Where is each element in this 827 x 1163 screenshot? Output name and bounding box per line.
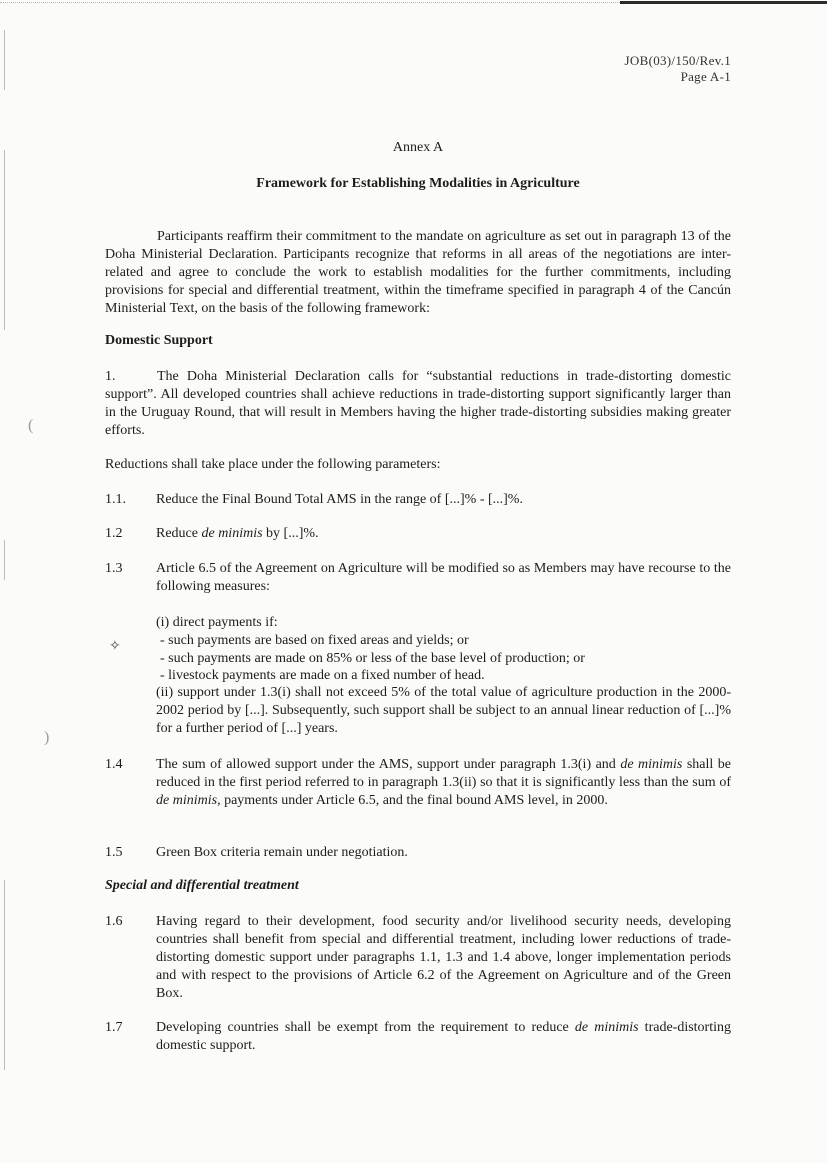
italic-term: de minimis — [574, 1020, 639, 1035]
paragraph-number: 1.2 — [105, 526, 123, 541]
parameters-intro: Reductions shall take place under the following parameters: — [105, 457, 441, 472]
italic-term: de minimis — [201, 526, 263, 541]
text-run: Reduce — [156, 526, 202, 541]
paragraph-1-3: Article 6.5 of the Agreement on Agriculture will be modified so as Members may have recourse to the following measures: — [156, 561, 731, 594]
paragraph-1 — [105, 368, 731, 440]
measure-i-item: - such payments are made on 85% or less of the base level of production; or — [160, 651, 585, 666]
paragraph-1-2 — [156, 525, 731, 543]
paragraph-1-1: Reduce the Final Bound Total AMS in the range of [...]% - [...]%. — [156, 492, 523, 507]
paragraph-1-5: Green Box criteria remain under negotiation. — [156, 845, 408, 860]
document-reference — [625, 53, 731, 85]
paragraph-number: 1. — [105, 369, 116, 384]
italic-term: de minimis — [620, 757, 683, 772]
text-run: The sum of allowed support under the AMS, support under paragraph 1.3(i) and — [156, 757, 621, 772]
paragraph-number: 1.5 — [105, 845, 123, 860]
text-run: by [...]%. — [262, 526, 319, 541]
intro-paragraph: Participants reaffirm their commitment to the mandate on agriculture as set out in paragraph 13 of the Doha Ministerial Declaration. Participants recognize that reforms in all areas of the negotiations are inter-related and agree to conclude the work to establish modalities for the further commitments, including provisions for special and differential treatment, within the timeframe specified in paragraph 4 of the Cancún Ministerial Text, on the basis of the following framework: — [105, 229, 731, 316]
section-heading-special-differential: Special and differential treatment — [105, 878, 299, 893]
paragraph-number: 1.7 — [105, 1020, 123, 1035]
italic-term: de minimis — [156, 793, 218, 808]
paragraph-1-text: The Doha Ministerial Declaration calls for “substantial reductions in trade-distorting domestic support”. All developed countries shall achieve reductions in trade-distorting support significantly larger than in the Uruguay Round, that will result in Members having the higher trade-distorting subsidies making greater efforts. — [105, 369, 731, 438]
paragraph-number: 1.3 — [105, 561, 123, 576]
section-heading-domestic-support: Domestic Support — [105, 333, 213, 348]
document-title: Framework for Establishing Modalities in Agriculture — [256, 176, 580, 191]
text-run: Developing countries shall be exempt from the requirement to reduce — [156, 1020, 575, 1035]
scan-top-edge — [0, 0, 827, 4]
measure-i-item: - such payments are based on fixed areas and yields; or — [160, 633, 469, 648]
paragraph-1-7 — [156, 1019, 731, 1055]
ink-smudge: ✧ — [109, 639, 121, 654]
page-number: Page A-1 — [680, 69, 731, 84]
paragraph-number: 1.6 — [105, 914, 123, 929]
measure-i-item: - livestock payments are made on a fixed number of head. — [160, 668, 485, 683]
paragraph-1-6: Having regard to their development, food security and/or livelihood security needs, developing countries shall benefit from special and differential treatment, including lower reductions of trade-distorting domestic support under paragraphs 1.1, 1.3 and 1.4 above, longer implementation periods and with respect to the provisions of Article 6.2 of the Agreement on Agriculture and of the Green Box. — [156, 914, 731, 1001]
paragraph-number: 1.1. — [105, 492, 126, 507]
annex-label: Annex A — [392, 140, 444, 155]
text-run: trade-distorting domestic support. — [156, 1020, 731, 1053]
paragraph-1-4 — [156, 756, 731, 810]
text-run: , payments under Article 6.5, and the final bound AMS level, in 2000. — [217, 793, 608, 808]
text-run: shall be reduced in the first period referred to in paragraph 1.3(ii) so that it is significantly less than the sum of — [156, 757, 731, 790]
paragraph-number: 1.4 — [105, 757, 123, 772]
doc-symbol: JOB(03)/150/Rev.1 — [624, 53, 731, 68]
measure-ii: (ii) support under 1.3(i) shall not exceed 5% of the total value of agriculture production in the 2000-2002 period by [...]. Subsequently, such support shall be subject to an annual linear reduction of [...]% for a further period of [...] years. — [156, 685, 731, 736]
measure-i: (i) direct payments if: — [156, 615, 278, 630]
